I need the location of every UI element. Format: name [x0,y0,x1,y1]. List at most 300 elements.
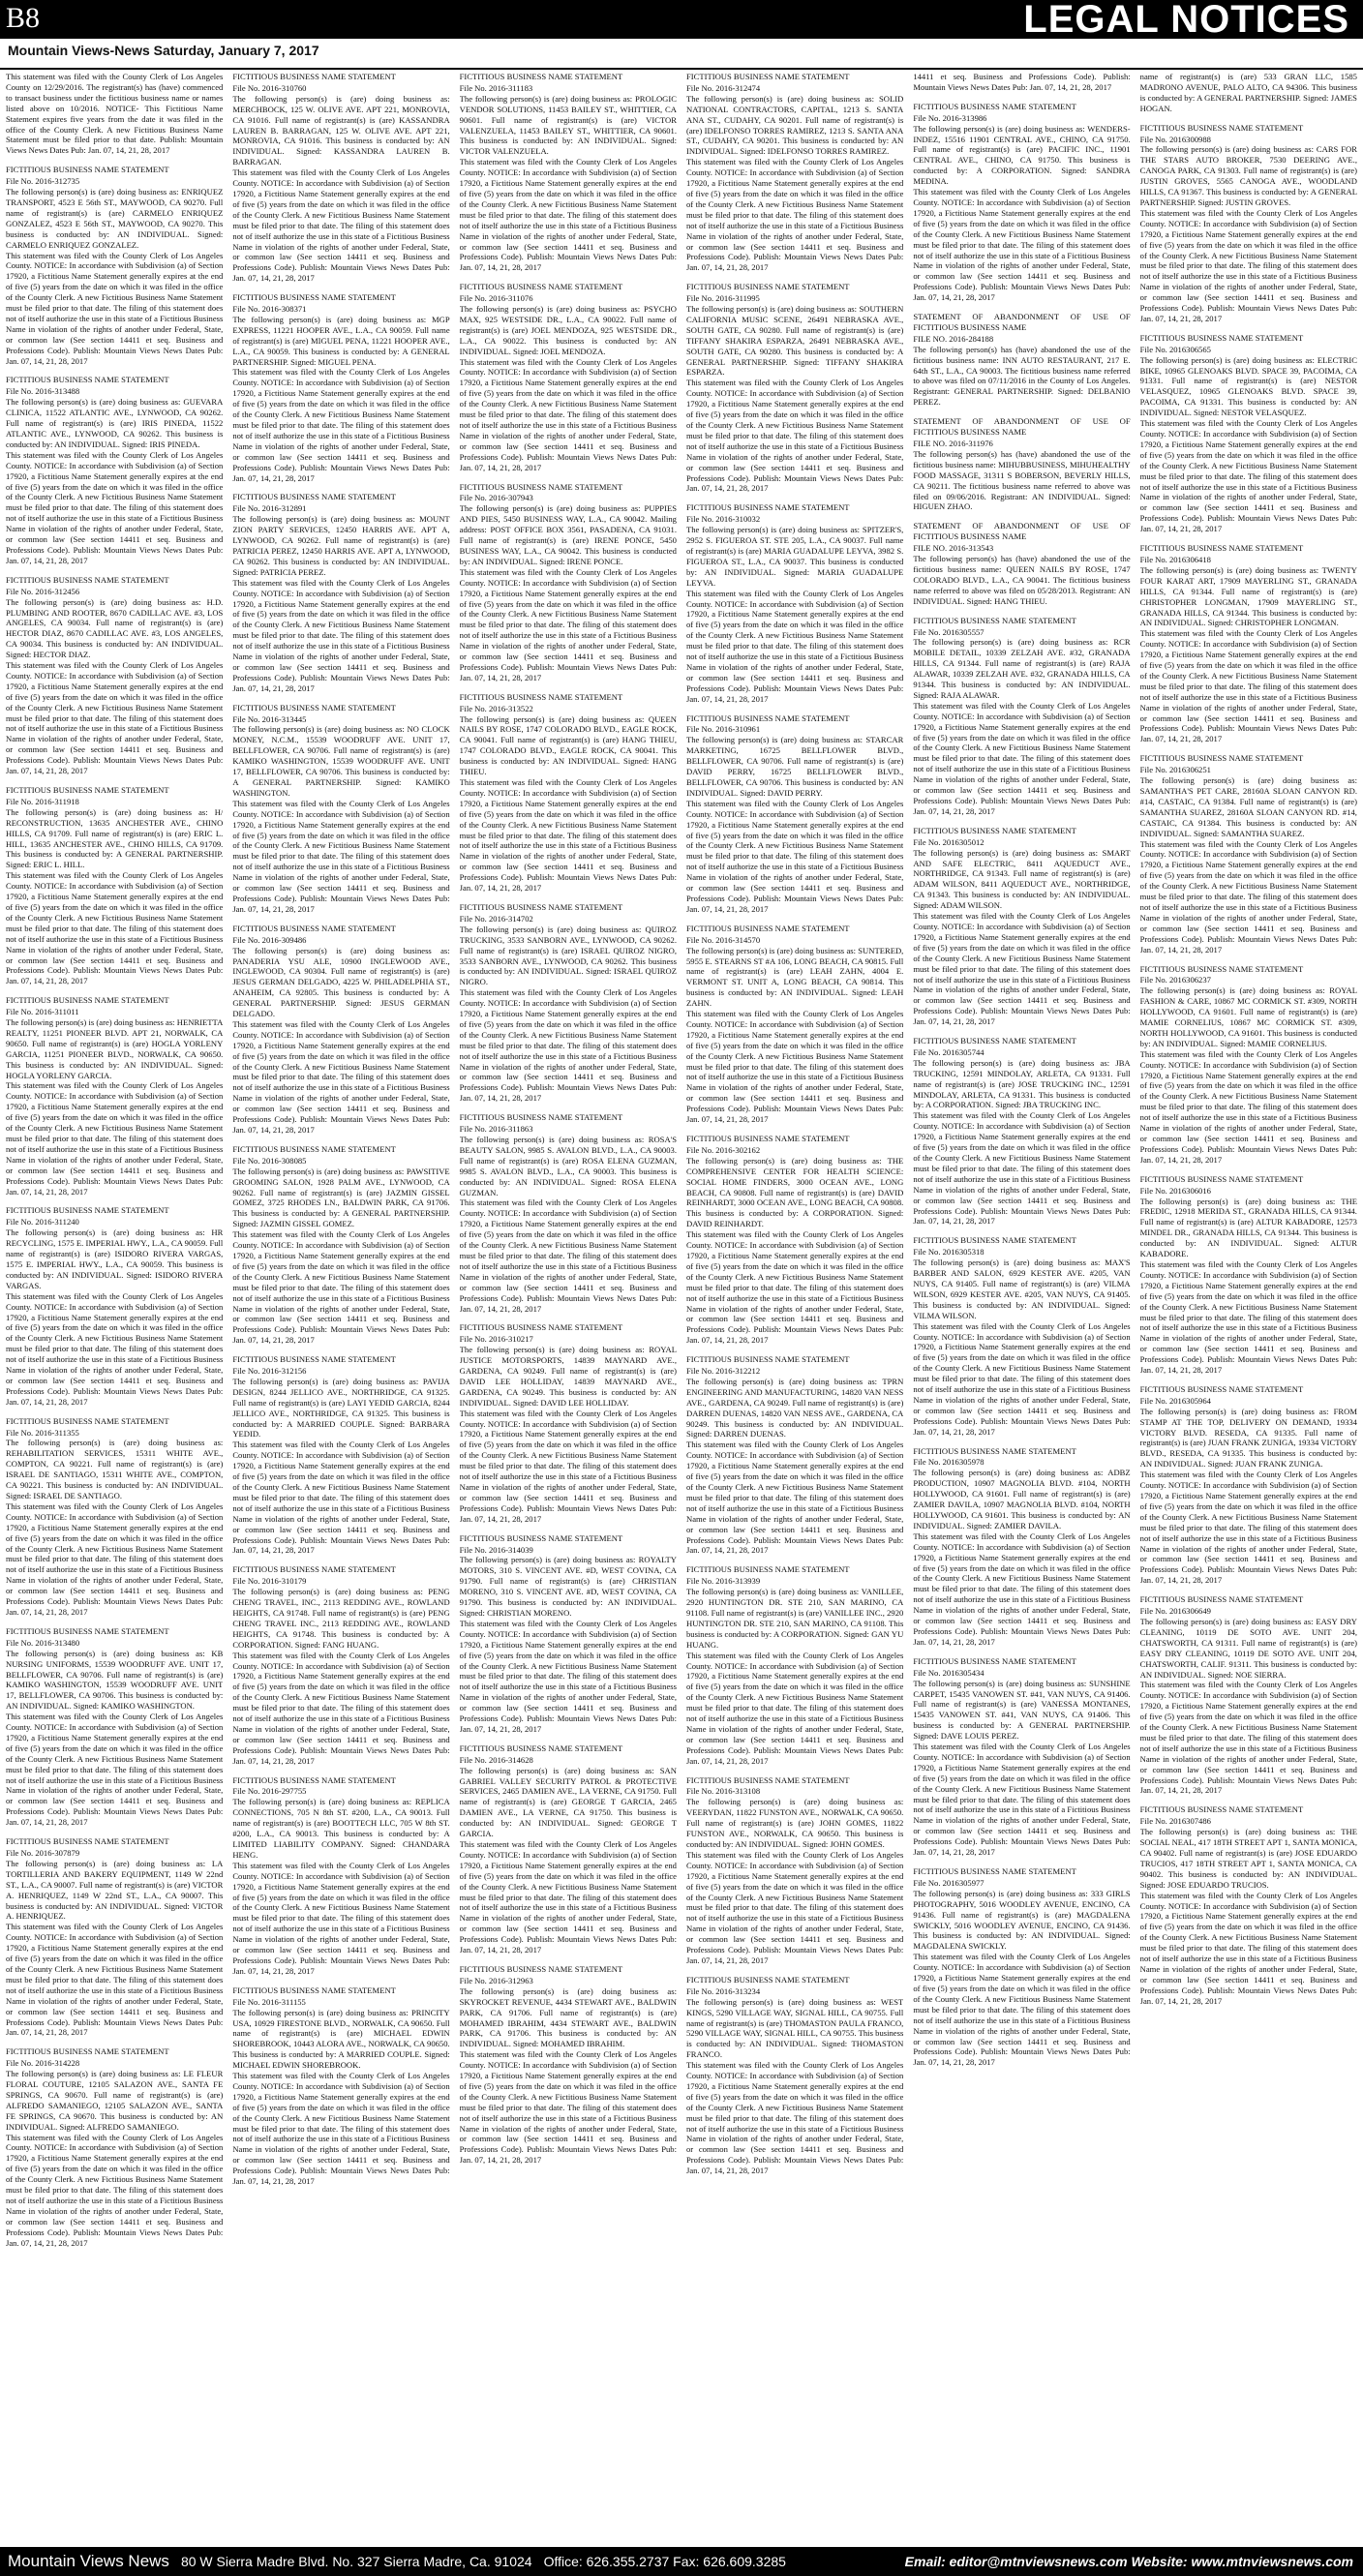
notice-title: FICTITIOUS BUSINESS NAME STATEMENT [6,375,169,385]
notice-body: The following person(s) is (are) doing business as: THE SOCIAL NEAL, 417 18TH STREET APT 1, SANTA MONICA, CA 90402. Full name of registrant(s) is (are) JOSE EDUARDO TRUCIOS, 417 18TH STREET APT 1, SANTA MONICA, CA 90402. This business is conducted by: AN INDIVIDUAL. Signed: JOSE EDUARDO TRUCIOS. [1139,1827,1357,1890]
notice-boilerplate: This statement was filed with the County Clerk of Los Angeles County. NOTICE: In accordance with Subdivision (a) of Section 17920, a Fictitious Name Statement generally expires at the end of five (5) years from the date on which it was filed in the office of the County Clerk. A new Fictitious Business Name Statement must be filed prior to that date. The filing of this statement does not of itself authorize the use in this state of a Fictitious Business Name in violation of the rights of another under Federal, State, or common law (See section 14411 et seq. Business and Professions Code). Publish: Mountain Views News Dates Pub: Jan. 07, 14, 21, 28, 2017 [232,1229,450,1346]
notice-file-number: File No. 2016-311155 [232,1996,306,2007]
notice-title: STATEMENT OF ABANDONMENT OF USE OF FICTITIOUS BUSINESS NAME [913,312,1131,332]
legal-notice [460,902,677,1104]
notice-body: The following person(s) is (are) doing business as: PANADERIA YSU ALE, 10900 INGLEWOOD AVE., INGLEWOOD, CA 90304. Full name of registrant(s) is (are) JESUS GERMAN DELGADO, 4225 W. PHILADELPHIA ST., ANAHEIM, CA 92805. This business is conducted by: A GENERAL PARTNERSHIP. Signed: JESUS GERMAN DELGADO. [232,945,450,1019]
notice-title: FICTITIOUS BUSINESS NAME STATEMENT [6,995,169,1006]
notice-file-number: File No. 2016-308085 [232,1155,307,1166]
notice-body: The following person(s) is (are) doing business as: ADBZ PRODUCTION, 10907 MAGNOLIA BLVD. #104, NORTH HOLLYWOOD, CA 91601. Full name of registrant(s) is (are) ZAMIER DAVILA, 10907 MAGNOLIA BLVD. #104, NORTH HOLLYWOOD, CA 91601. This business is conducted by: AN INDIVIDUAL. Signed: ZAMIER DAVILA. [913,1468,1131,1530]
legal-notice [913,312,1130,408]
notice-title: FICTITIOUS BUSINESS NAME STATEMENT [1139,1804,1304,1815]
notice-file-number: FILE NO. 2016-311976 [913,439,993,448]
notice-body: The following person(s) is (are) doing business as: KB NURSING UNIFORMS, 15539 WOODRUFF AVE. UNIT 17, BELLFLOWER, CA 90706. Full name of registrant(s) is (are) KAMIKO WASHINGTON, 15539 WOODRUFF AVE. UNIT 17, BELLFLOWER, CA 90706. This business is conducted by: AN INDIVIDUAL. Signed: KAMIKO WASHINGTON. [6,1648,224,1712]
notice-boilerplate: This statement was filed with the County Clerk of Los Angeles County. NOTICE: In accordance with Subdivision (a) of Section 17920, a Fictitious Name Statement generally expires at the end of five (5) years from the date on which it was filed in the office of the County Clerk. A new Fictitious Business Name Statement must be filed prior to that date. The filing of this statement does not of itself authorize the use in this state of a Fictitious Business Name in violation of the rights of another under Federal, State, or common law (See section 14411 et seq. Business and Professions Code). Publish: Mountain Views News Dates Pub: Jan. 07, 14, 21, 28, 2017 [1139,418,1357,534]
notice-body: The following person(s) is (are) doing business as: MOUNT ZION PARTY SERVICES, 12450 HARRIS AVE. APT A, LYNWOOD, CA 90262. Full name of registrant(s) is (are) PATRICIA PEREZ, 12450 HARRIS AVE. APT A, LYNWOOD, CA 90262. This business is conducted by: AN INDIVIDUAL. Signed: PATRICIA PEREZ. [232,514,450,577]
notice-file-number: File No. 2016-312456 [6,586,80,596]
legal-notice [1140,333,1357,534]
notice-boilerplate: This statement was filed with the County Clerk of Los Angeles County. NOTICE: In accordance with Subdivision (a) of Section 17920, a Fictitious Name Statement generally expires at the end of five (5) years from the date on which it was filed in the office of the County Clerk. A new Fictitious Business Name Statement must be filed prior to that date. The filing of this statement does not of itself authorize the use in this state of a Fictitious Business Name in violation of the rights of another under Federal, State, or common law (See section 14411 et seq. Business and Professions Code). Publish: Mountain Views News Dates Pub: Jan. 07, 14, 21, 28, 2017 [1139,1258,1357,1376]
notice-boilerplate: This statement was filed with the County Clerk of Los Angeles County. NOTICE: In accordance with Subdivision (a) of Section 17920, a Fictitious Name Statement generally expires at the end of five (5) years from the date on which it was filed in the office of the County Clerk. A new Fictitious Business Name Statement must be filed prior to that date. The filing of this statement does not of itself authorize the use in this state of a Fictitious Business Name in violation of the rights of another under Federal, State, or common law (See section 14411 et seq. Business and Professions Code). Publish: Mountain Views News Dates Pub: Jan. 07, 14, 21, 28, 2017 [459,566,677,682]
notice-title: FICTITIOUS BUSINESS NAME STATEMENT [232,72,396,81]
notice-boilerplate: This statement was filed with the County Clerk of Los Angeles County. NOTICE: In accordance with Subdivision (a) of Section 17920, a Fictitious Name Statement generally expires at the end of five (5) years from the date on which it was filed in the office of the County Clerk. A new Fictitious Business Name Statement must be filed prior to that date. The filing of this statement does not of itself authorize the use in this state of a Fictitious Business Name in violation of the rights of another under Federal, State, or common law (See section 14411 et seq. Business and Professions Code). Publish: Mountain Views News Dates Pub: Jan. 07, 14, 21, 28, 2017 [232,1650,450,1766]
legal-notice [6,1416,223,1618]
notice-body: The following person(s) is (are) doing business as: SMART AND SAFE ELECTRIC, 8411 AQUEDUCT AVE., NORTHRIDGE, CA 91343. Full name of registrant(s) is (are) ADAM WILSON, 8411 AQUEDUCT AVE., NORTHRIDGE, CA 91343. This business is conducted by: AN INDIVIDUAL. Signed: ADAM WILSON. [913,847,1131,911]
notice-file-number: File No. 2016-311918 [6,796,79,806]
notice-body: The following person(s) is (are) doing business as: ELECTRIC BIKE, 10965 GLENOAKS BLVD. SPACE 39, PACOIMA, CA 91331. Full name of registrant(s) is (are) NESTOR VELASQUEZ, 10965 GLENOAKS BLVD. SPACE 39, PACOIMA, CA 91331. This business is conducted by: AN INDIVIDUAL. Signed: NESTOR VELASQUEZ. [1139,354,1357,418]
notice-title: FICTITIOUS BUSINESS NAME STATEMENT [685,502,850,513]
notice-boilerplate: This statement was filed with the County Clerk of Los Angeles County. NOTICE: In accordance with Subdivision (a) of Section 17920, a Fictitious Name Statement generally expires at the end of five (5) years from the date on which it was filed in the office of the County Clerk. A new Fictitious Business Name Statement must be filed prior to that date. The filing of this statement does not of itself authorize the use in this state of a Fictitious Business Name in violation of the rights of another under Federal, State, or common law (See section 14411 et seq. Business and Professions Code). Publish: Mountain Views News Dates Pub: Jan. 07, 14, 21, 28, 2017 [232,2071,450,2187]
notice-boilerplate: This statement was filed with the County Clerk of Los Angeles County. NOTICE: In accordance with Subdivision (a) of Section 17920, a Fictitious Name Statement generally expires at the end of five (5) years from the date on which it was filed in the office of the County Clerk. A new Fictitious Business Name Statement must be filed prior to that date. The filing of this statement does not of itself authorize the use in this state of a Fictitious Business Name in violation of the rights of another under Federal, State, or common law (See section 14411 et seq. Business and Professions Code). Publish: Mountain Views News Dates Pub: Jan. 07, 14, 21, 28, 2017 [685,1009,904,1125]
legal-notice [913,102,1130,303]
notice-boilerplate: This statement was filed with the County Clerk of Los Angeles County. NOTICE: In accordance with Subdivision (a) of Section 17920, a Fictitious Name Statement generally expires at the end of five (5) years from the date on which it was filed in the office of the County Clerk. A new Fictitious Business Name Statement must be filed prior to that date. The filing of this statement does not of itself authorize the use in this state of a Fictitious Business Name in violation of the rights of another under Federal, State, or common law (See section 14411 et seq. Business and Professions Code). Publish: Mountain Views News Dates Pub: Jan. 07, 14, 21, 28, 2017 [1139,1680,1357,1796]
notice-boilerplate: This statement was filed with the County Clerk of Los Angeles County. NOTICE: In accordance with Subdivision (a) of Section 17920, a Fictitious Name Statement generally expires at the end of five (5) years from the date on which it was filed in the office of the County Clerk. A new Fictitious Business Name Statement must be filed prior to that date. The filing of this statement does not of itself authorize the use in this state of a Fictitious Business Name in violation of the rights of another under Federal, State, or common law (See section 14411 et seq. Business and Professions Code). Publish: Mountain Views News Dates Pub: Jan. 07, 14, 21, 28, 2017 [459,2049,677,2166]
legal-notice [6,1205,223,1407]
notice-title: FICTITIOUS BUSINESS NAME STATEMENT [459,1112,623,1123]
notice-boilerplate: This statement was filed with the County Clerk of Los Angeles County. NOTICE: In accordance with Subdivision (a) of Section 17920, a Fictitious Name Statement generally expires at the end of five (5) years from the date on which it was filed in the office of the County Clerk. A new Fictitious Business Name Statement must be filed prior to that date. The filing of this statement does not of itself authorize the use in this state of a Fictitious Business Name in violation of the rights of another under Federal, State, or common law (See section 14411 et seq. Business and Professions Code). Publish: Mountain Views News Dates Pub: Jan. 07, 14, 21, 28, 2017 [913,911,1131,1027]
notice-file-number: File No. 2016306016 [1139,1185,1211,1196]
notice-body: The following person(s) is (are) doing business as: PSYCHO MAX, 925 WESTSIDE DR., L.A., CA 90022. Full name of registrant(s) is (are) JOEL MENDOZA, 925 WESTSIDE DR., L.A., CA 90022. This business is conducted by: AN INDIVIDUAL. Signed: JOEL MENDOZA. [459,304,677,356]
notice-file-number: File No. 2016305977 [913,1877,984,1888]
issue-line: Mountain Views-News Saturday, January 7, 2017 [8,43,319,58]
notice-body: The following person(s) is (are) doing business as: FROM STAMP AT THE TOP, DELIVERY ON DEMAND, 19334 VICTORY BLVD. RESEDA, CA 91335. Full name of registrant(s) is (are) JUAN FRANK ZUNIGA, 19334 VICTORY BLVD., RESEDA, CA 91335. This business is conducted by: AN INDIVIDUAL. Signed: JUAN FRANK ZUNIGA. [1139,1406,1357,1470]
notice-file-number: File No. 2016-310217 [459,1334,533,1345]
notice-file-number: File No. 2016305318 [913,1247,984,1258]
notice-title: FICTITIOUS BUSINESS NAME STATEMENT [6,2046,169,2057]
legal-notice [232,1354,449,1556]
legal-notice [460,1322,677,1524]
notice-boilerplate: This statement was filed with the County Clerk of Los Angeles County. NOTICE: In accordance with Subdivision (a) of Section 17920, a Fictitious Name Statement generally expires at the end of five (5) years from the date on which it was filed in the office of the County Clerk. A new Fictitious Business Name Statement must be filed prior to that date. The filing of this statement does not of itself authorize the use in this state of a Fictitious Business Name in violation of the rights of another under Federal, State, or common law (See section 14411 et seq. Business and Professions Code). Publish: Mountain Views News Dates Pub: Jan. 07, 14, 21, 28, 2017 [913,1320,1131,1437]
notice-boilerplate: This statement was filed with the County Clerk of Los Angeles County. NOTICE: In accordance with Subdivision (a) of Section 17920, a Fictitious Name Statement generally expires at the end of five (5) years from the date on which it was filed in the office of the County Clerk. A new Fictitious Business Name Statement must be filed prior to that date. The filing of this statement does not of itself authorize the use in this state of a Fictitious Business Name in violation of the rights of another under Federal, State, or common law (See section 14411 et seq. Business and Professions Code). Publish: Mountain Views News Dates Pub: Jan. 07, 14, 21, 28, 2017 [685,2060,904,2176]
notice-title: FICTITIOUS BUSINESS NAME STATEMENT [459,901,623,912]
notice-file-number: File No. 2016-310760 [232,82,307,93]
notice-file-number: File No. 2016-311355 [6,1427,79,1438]
legal-notice [460,482,677,683]
notice-column [6,72,223,2542]
legal-notice [1140,1594,1357,1796]
notice-file-number: File No. 2016-313108 [685,1786,761,1797]
notice-title: FICTITIOUS BUSINESS NAME STATEMENT [459,1532,623,1543]
notice-boilerplate: This statement was filed with the County Clerk of Los Angeles County. NOTICE: In accordance with Subdivision (a) of Section 17920, a Fictitious Name Statement generally expires at the end of five (5) years from the date on which it was filed in the office of the County Clerk. A new Fictitious Business Name Statement must be filed prior to that date. The filing of this statement does not of itself authorize the use in this state of a Fictitious Business Name in violation of the rights of another under Federal, State, or common law (See section 14411 et seq. Business and Professions Code). Publish: Mountain Views News Dates Pub: Jan. 07, 14, 21, 28, 2017 [913,1530,1131,1647]
legal-notice [913,1036,1130,1227]
legal-notice [913,616,1130,817]
notice-boilerplate: This statement was filed with the County Clerk of Los Angeles County. NOTICE: In accordance with Subdivision (a) of Section 17920, a Fictitious Name Statement generally expires at the end of five (5) years from the date on which it was filed in the office of the County Clerk. A new Fictitious Business Name Statement must be filed prior to that date. The filing of this statement does not of itself authorize the use in this state of a Fictitious Business Name in violation of the rights of another under Federal, State, or common law (See section 14411 et seq. Business and Professions Code). Publish: Mountain Views News Dates Pub: Jan. 07, 14, 21, 28, 2017 [685,1229,904,1346]
notice-title: FICTITIOUS BUSINESS NAME STATEMENT [232,923,396,933]
notice-boilerplate: This statement was filed with the County Clerk of Los Angeles County. NOTICE: In accordance with Subdivision (a) of Section 17920, a Fictitious Name Statement generally expires at the end of five (5) years from the date on which it was filed in the office of the County Clerk. A new Fictitious Business Name Statement must be filed prior to that date. The filing of this statement does not of itself authorize the use in this state of a Fictitious Business Name in violation of the rights of another under Federal, State, or common law (See section 14411 et seq. Business and Professions Code). Publish: Mountain Views News Dates Pub: Jan. 07, 14, 21, 28, 2017 [913,1110,1131,1227]
notice-boilerplate: This statement was filed with the County Clerk of Los Angeles County. NOTICE: In accordance with Subdivision (a) of Section 17920, a Fictitious Name Statement generally expires at the end of five (5) years from the date on which it was filed in the office of the County Clerk. A new Fictitious Business Name Statement must be filed prior to that date. The filing of this statement does not of itself authorize the use in this state of a Fictitious Business Name in violation of the rights of another under Federal, State, or common law (See section 14411 et seq. Business and Professions Code). Publish: Mountain Views News Dates Pub: Jan. 07, 14, 21, 28, 2017 [6,660,224,776]
notice-title: FICTITIOUS BUSINESS NAME STATEMENT [459,691,623,702]
legal-notice [232,292,449,483]
legal-notice [686,1564,903,1766]
notice-title: FICTITIOUS BUSINESS NAME STATEMENT [1139,122,1304,133]
notice-file-number: File No. 2016305012 [913,836,984,847]
notice-boilerplate: This statement was filed with the County Clerk of Los Angeles County. NOTICE: In accordance with Subdivision (a) of Section 17920, a Fictitious Name Statement generally expires at the end of five (5) years from the date on which it was filed in the office of the County Clerk. A new Fictitious Business Name Statement must be filed prior to that date. The filing of this statement does not of itself authorize the use in this state of a Fictitious Business Name in violation of the rights of another under Federal, State, or common law (See section 14411 et seq. Business and Professions Code). Publish: Mountain Views News Dates Pub: Jan. 07, 14, 21, 28, 2017 [1139,207,1357,323]
notice-body: The following person(s) is (are) doing business as: THE COMPREHENSIVE CENTER FOR HEALTH SCIENCE: SOCIAL HOME FINDERS, 3000 OCEAN AVE., LONG BEACH, CA 90808. Full name of registrant(s) is (are) DAVID REINHARDT, 3000 OCEAN AVE., LONG BEACH, CA 90808. This business is conducted by: A CORPORATION. Signed: DAVID REINHARDT. [685,1155,904,1229]
notice-title: FICTITIOUS BUSINESS NAME STATEMENT [232,1564,396,1575]
notice-title: FICTITIOUS BUSINESS NAME STATEMENT [685,923,850,933]
legal-notice [1140,1174,1357,1376]
notice-body: This statement was filed with the County Clerk of Los Angeles County on 12/29/2016. The registrant(s) has (have) commenced to transact business under the fictitious business name or names listed above on 10/2016. NOTICE- This Fictitious Name Statement expires five years from the date it was filed in the office of the County Clerk. A new Fictitious Business Name Statement must be filed prior to that date. Publish: Mountain Views News Dates Pub: Jan. 07, 14, 21, 28, 2017 [6,72,224,156]
legal-notice [232,72,449,284]
notice-file-number: File No. 2016306565 [1139,344,1211,354]
footer-contact: Office: 626.355.2737 Fax: 626.609.3285 [543,2554,786,2569]
legal-notice [1140,1804,1357,2006]
notice-file-number: File No. 2016-313488 [6,386,80,397]
notice-body: name of registrant(s) is (are) 533 GRAN LLC, 1585 MADRONO AVENUE, PALO ALTO, CA 94306. This business is conducted by: A GENERAL PARTNERSHIP. Signed: JAMES HOGAN. [1139,72,1357,113]
notice-body: The following person(s) is (are) doing business as: SUNSHINE CARPET, 15435 VANOWEN ST. #41, VAN NUYS, CA 91406. Full name of registrant(s) is (are) VANESSA MONTANES, 15435 VANOWEN ST. #41, VAN NUYS, CA 91406. This business is conducted by: A GENERAL PARTNERSHIP. Signed: DAVE LOUIS PEREZ. [913,1678,1131,1742]
notice-file-number: File No. 2016-312156 [232,1366,307,1377]
notice-file-number: FILE NO. 2016-284188 [913,333,994,344]
notice-file-number: File No. 2016-313939 [685,1576,761,1587]
legal-notice [232,924,449,1136]
notice-body: The following person(s) is (are) doing business as: ROYAL JUSTICE MOTORSPORTS, 14839 MAYNARD AVE., GARDENA, CA 90249. Full name of registrant(s) is (are) DAVID LEE HOLLIDAY, 14839 MAYNARD AVE., GARDENA, CA 90249. This business is conducted by: AN INDIVIDUAL. Signed: DAVID LEE HOLLIDAY. [459,1345,677,1408]
legal-notice [686,1975,903,2176]
legal-notice [686,1354,903,1556]
legal-notice [686,713,903,915]
notice-title: FICTITIOUS BUSINESS NAME STATEMENT [232,1774,396,1785]
notice-boilerplate: This statement was filed with the County Clerk of Los Angeles County. NOTICE: In accordance with Subdivision (a) of Section 17920, a Fictitious Name Statement generally expires at the end of five (5) years from the date on which it was filed in the office of the County Clerk. A new Fictitious Business Name Statement must be filed prior to that date. The filing of this statement does not of itself authorize the use in this state of a Fictitious Business Name in violation of the rights of another under Federal, State, or common law (See section 14411 et seq. Business and Professions Code). Publish: Mountain Views News Dates Pub: Jan. 07, 14, 21, 28, 2017 [232,367,450,483]
notice-body: The following person(s) is (are) doing business as: ROSA'S BEAUTY SALON, 9985 S. AVALON BLVD., L.A., CA 90003. Full name of registrant(s) is (are) ROSA ELENA GUZMAN, 9985 S. AVALON BLVD., L.A., CA 90003. This business is conducted by: AN INDIVIDUAL. Signed: ROSA ELENA GUZMAN. [459,1135,677,1197]
notice-title: FICTITIOUS BUSINESS NAME STATEMENT [232,1354,396,1365]
notice-body: The following person(s) is (are) doing business as: GUEVARA CLINICA, 11522 ATLANTIC AVE., LYNWOOD, CA 90262. Full name of registrant(s) is (are) IRIS PINEDA, 11522 ATLANTIC AVE., LYNWOOD, CA 90262. This business is conducted by: AN INDIVIDUAL. Signed: IRIS PINEDA. [6,397,224,449]
legal-notice [460,1533,677,1735]
notice-title: FICTITIOUS BUSINESS NAME STATEMENT [232,1143,396,1154]
notice-body: The following person(s) is (are) doing business as: SUNTERED, 5955 E. STEARNS ST #A 106, LONG BEACH, CA 90815. Full name of registrant(s) is (are) LEAH ZAHN, 4004 E. VERMONT ST. UNIT A, LONG BEACH, CA 90814. This business is conducted by: AN INDIVIDUAL. Signed: LEAH ZAHN. [685,945,904,1009]
notice-file-number: File No. 2016-311183 [459,82,533,93]
legal-notice [913,1446,1130,1648]
notice-file-number: File No. 2016-314228 [6,2058,80,2069]
notice-title: FICTITIOUS BUSINESS NAME STATEMENT [459,1322,623,1333]
notice-file-number: File No. 2016-311863 [459,1124,533,1135]
notice-title: FICTITIOUS BUSINESS NAME STATEMENT [1139,963,1304,974]
notice-boilerplate: This statement was filed with the County Clerk of Los Angeles County. NOTICE: In accordance with Subdivision (a) of Section 17920, a Fictitious Name Statement generally expires at the end of five (5) years from the date on which it was filed in the office of the County Clerk. A new Fictitious Business Name Statement must be filed prior to that date. The filing of this statement does not of itself authorize the use in this state of a Fictitious Business Name in violation of the rights of another under Federal, State, or common law (See section 14411 et seq. Business and Professions Code). Publish: Mountain Views News Dates Pub: Jan. 07, 14, 21, 28, 2017 [685,157,904,273]
notice-body: The following person(s) is (are) doing business as: 333 GIRLS PHOTOGRAPHY, 5016 WOODLEY AVENUE, ENCINO, CA 91436. Full name of registrant(s) is (are) MAGDALENA SWICKLY, 5016 WOODLEY AVENUE, ENCINO, CA 91436. This business is conducted by: AN INDIVIDUAL. Signed: MAGDALENA SWICKLY. [913,1888,1131,1952]
notice-title: FICTITIOUS BUSINESS NAME STATEMENT [913,825,1076,835]
notice-title: STATEMENT OF ABANDONMENT OF USE OF FICTITIOUS BUSINESS NAME [913,416,1131,438]
notice-boilerplate: This statement was filed with the County Clerk of Los Angeles County. NOTICE: In accordance with Subdivision (a) of Section 17920, a Fictitious Name Statement generally expires at the end of five (5) years from the date on which it was filed in the office of the County Clerk. A new Fictitious Business Name Statement must be filed prior to that date. The filing of this statement does not of itself authorize the use in this state of a Fictitious Business Name in violation of the rights of another under Federal, State, or common law (See section 14411 et seq. Business and Professions Code). Publish: Mountain Views News Dates Pub: Jan. 07, 14, 21, 28, 2017 [6,1080,224,1197]
legal-notice [1140,964,1357,1166]
notice-body: The following person(s) is (are) doing business as: SAN GABRIEL VALLEY SECURITY PATROL & PROTECTIVE SERVICES, 2465 DAMIEN AVE., LA VERNE, CA 91750. Full name of registrant(s) is (are) GEORGE T GARCIA, 2465 DAMIEN AVE., LA VERNE, CA 91750. This business is conducted by: AN INDIVIDUAL. Signed: GEORGE T GARCIA. [459,1765,677,1839]
notice-title: FICTITIOUS BUSINESS NAME STATEMENT [913,1036,1076,1046]
legal-notice [460,692,677,894]
notice-body: The following person(s) is (are) doing business as: PRINCITY USA, 10929 FIRESTONE BLVD., NORWALK, CA 90650. Full name of registrant(s) is (are) MICHAEL EDWIN SHOREBROOK, 10443 ALORA AVE., NORWALK, CA 90650. This business is conducted by: A MARRIED COUPLE. Signed: MICHAEL EDWIN SHOREBROOK. [232,2007,450,2071]
legal-notice [6,1836,223,2038]
notice-body: The following person(s) is (are) doing business as: ENRIQUEZ TRANSPORT, 4523 E 56th ST., MAYWOOD, CA 90270. Full name of registrant(s) is (are) CARMELO ENRIQUEZ GONZALEZ, 4523 E 56th ST., MAYWOOD, CA 90270. This business is conducted by: AN INDIVIDUAL. Signed: CARMELO ENRIQUEZ GONZALEZ. [6,187,224,250]
notice-body: The following person(s) is (are) doing business as: THE FREDIC, 12918 MERIDA ST., GRANADA HILLS, CA 91344. Full name of registrant(s) is (are) ALTUR KABADORE, 12573 MINDEL DR., GRANADA HILLS, CA 91344. This business is conducted by: AN INDIVIDUAL. Signed: ALTUR KABADORE. [1139,1196,1357,1259]
notice-file-number: File No. 2016-313522 [459,703,533,713]
notice-file-number: File No. 2016-312963 [459,1975,533,1985]
legal-notice [913,521,1130,606]
notice-title: FICTITIOUS BUSINESS NAME STATEMENT [232,492,396,502]
notice-file-number: File No. 2016306418 [1139,554,1211,564]
notice-body: 14411 et seq. Business and Professions Code). Publish: Mountain Views News Dates Pub: Jan. 07, 14, 21, 28, 2017 [913,72,1131,92]
notice-body: The following person(s) is (are) doing business as: JBA TRUCKING, 12591 MINDOLAY, ARLETA, CA 91331. Full name of registrant(s) is (are) JOSE TRUCKING INC., 12591 MINDOLAY, ARLETA, CA 91331. This business is conducted by: A CORPORATION. Signed: JBA TRUCKING INC. [913,1057,1131,1110]
notice-file-number: File No. 2016-311076 [459,293,533,304]
notice-title: FICTITIOUS BUSINESS NAME STATEMENT [1139,753,1304,764]
notice-title: FICTITIOUS BUSINESS NAME STATEMENT [913,1655,1076,1666]
notice-boilerplate: This statement was filed with the County Clerk of Los Angeles County. NOTICE: In accordance with Subdivision (a) of Section 17920, a Fictitious Name Statement generally expires at the end of five (5) years from the date on which it was filed in the office of the County Clerk. A new Fictitious Business Name Statement must be filed prior to that date. The filing of this statement does not of itself authorize the use in this state of a Fictitious Business Name in violation of the rights of another under Federal, State, or common law (See section 14411 et seq. Business and Professions Code). Publish: Mountain Views News Dates Pub: Jan. 07, 14, 21, 28, 2017 [232,577,450,693]
notice-body: The following person(s) is (are) doing business as: QUIROZ TRUCKING, 3533 SANBORN AVE., LYNWOOD, CA 90262. Full name of registrant(s) is (are) ISRAEL QUIROZ NIGRO, 3533 SANBORN AVE., LYNWOOD, CA 90262. This business is conducted by: AN INDIVIDUAL. Signed: ISRAEL QUIROZ NIGRO. [459,924,677,987]
notice-body: The following person(s) is (are) doing business as: PAVIJA DESIGN, 8244 JELLICO AVE., NORTHRIDGE, CA 91325. Full name of registrant(s) is (are) LAYI YEDID GARCIA, 8244 JELLICO AVE., NORTHRIDGE, CA 91325. This business is conducted by: A MARRIED COUPLE. Signed: BARBARA YEDID. [232,1376,450,1440]
notice-boilerplate: This statement was filed with the County Clerk of Los Angeles County. NOTICE: In accordance with Subdivision (a) of Section 17920, a Fictitious Name Statement generally expires at the end of five (5) years from the date on which it was filed in the office of the County Clerk. A new Fictitious Business Name Statement must be filed prior to that date. The filing of this statement does not of itself authorize the use in this state of a Fictitious Business Name in violation of the rights of another under Federal, State, or common law (See section 14411 et seq. Business and Professions Code). Publish: Mountain Views News Dates Pub: Jan. 07, 14, 21, 28, 2017 [913,187,1131,303]
notice-title: FICTITIOUS BUSINESS NAME STATEMENT [685,1134,850,1143]
notice-file-number: File No. 2016-313234 [685,1985,761,1996]
legal-notice [686,72,903,273]
notice-title: STATEMENT OF ABANDONMENT OF USE OF FICTITIOUS BUSINESS NAME [913,521,1131,542]
footer-email-web: Email: editor@mtnviewsnews.com Website: www.mtnviewsnews.com [904,2554,1353,2569]
notice-boilerplate: This statement was filed with the County Clerk of Los Angeles County. NOTICE: In accordance with Subdivision (a) of Section 17920, a Fictitious Name Statement generally expires at the end of five (5) years from the date on which it was filed in the office of the County Clerk. A new Fictitious Business Name Statement must be filed prior to that date. The filing of this statement does not of itself authorize the use in this state of a Fictitious Business Name in violation of the rights of another under Federal, State, or common law (See section 14411 et seq. Business and Professions Code). Publish: Mountain Views News Dates Pub: Jan. 07, 14, 21, 28, 2017 [913,1952,1131,2068]
legal-notice [1140,123,1357,324]
notice-file-number: File No. 2016-312735 [6,176,80,187]
legal-notice [6,165,223,366]
notice-file-number: File No. 2016-313986 [913,112,987,123]
notice-body: The following person(s) is (are) doing business as: SOUTHERN CALIFORNIA MUSIC SCENE, 26491 NEBRASKA AVE., SOUTH GATE, CA 90280. Full name of registrant(s) is (are) TIFFANY SHAKIRA ESPARZA, 26491 NEBRASKA AVE., SOUTH GATE, CA 90280. This business is conducted by: A GENERAL PARTNERSHIP. Signed: TIFFANY SHAKIRA ESPARZA. [685,304,904,378]
notice-boilerplate: This statement was filed with the County Clerk of Los Angeles County. NOTICE: In accordance with Subdivision (a) of Section 17920, a Fictitious Name Statement generally expires at the end of five (5) years from the date on which it was filed in the office of the County Clerk. A new Fictitious Business Name Statement must be filed prior to that date. The filing of this statement does not of itself authorize the use in this state of a Fictitious Business Name in violation of the rights of another under Federal, State, or common law (See section 14411 et seq. Business and Professions Code). Publish: Mountain Views News Dates Pub: Jan. 07, 14, 21, 28, 2017 [232,167,450,284]
notice-file-number: FILE NO. 2016-313543 [913,543,994,554]
notice-body: The following person(s) is (are) doing business as: MERCHBOCK, 125 W. OLIVE AVE. APT 221, MONROVIA, CA 91016. Full name of registrant(s) is (are) KASSANDRA LAUREN B. BARRAGAN, 125 W. OLIVE AVE. APT 221, MONROVIA, CA 91016. This business is conducted by: AN INDIVIDUAL. Signed: KASSANDRA LAUREN B. BARRAGAN. [232,93,450,167]
notice-body: The following person(s) is (are) doing business as: RCR MOBILE DETAIL, 10339 ZELZAH AVE. #32, GRANADA HILLS, CA 91344. Full name of registrant(s) is (are) RAJA ALAWAR, 10339 ZELZAH AVE. #32, GRANADA HILLS, CA 91344. This business is conducted by: AN INDIVIDUAL. Signed: RAJA ALAWAR. [913,637,1131,700]
notice-boilerplate: This statement was filed with the County Clerk of Los Angeles County. NOTICE: In accordance with Subdivision (a) of Section 17920, a Fictitious Name Statement generally expires at the end of five (5) years from the date on which it was filed in the office of the County Clerk. A new Fictitious Business Name Statement must be filed prior to that date. The filing of this statement does not of itself authorize the use in this state of a Fictitious Business Name in violation of the rights of another under Federal, State, or common law (See section 14411 et seq. Business and Professions Code). Publish: Mountain Views News Dates Pub: Jan. 07, 14, 21, 28, 2017 [685,588,904,704]
notice-file-number: File No. 2016-311011 [6,1007,79,1017]
notice-body: The following person(s) is (are) doing business as: QUEEN NAILS BY ROSE, 1747 COLORADO BLVD., EAGLE ROCK, CA 90041. Full name of registrant(s) is (are) HANG THIEU, 1747 COLORADO BLVD., EAGLE ROCK, CA 90041. This business is conducted by: AN INDIVIDUAL. Signed: HANG THIEU. [459,713,677,777]
notice-body: The following person(s) is (are) doing business as: LE FLEUR FLORAL COUTURE, 12105 SALAZON AVE., SANTA FE SPRINGS, CA 90670. Full name of registrant(s) is (are) ALFREDO SAMANIEGO, 12105 SALAZON AVE., SANTA FE SPRINGS, CA 90670. This business is conducted by: AN INDIVIDUAL. Signed: ALFREDO SAMANIEGO. [6,2069,224,2132]
notice-boilerplate: This statement was filed with the County Clerk of Los Angeles County. NOTICE: In accordance with Subdivision (a) of Section 17920, a Fictitious Name Statement generally expires at the end of five (5) years from the date on which it was filed in the office of the County Clerk. A new Fictitious Business Name Statement must be filed prior to that date. The filing of this statement does not of itself authorize the use in this state of a Fictitious Business Name in violation of the rights of another under Federal, State, or common law (See section 14411 et seq. Business and Professions Code). Publish: Mountain Views News Dates Pub: Jan. 07, 14, 21, 28, 2017 [1139,628,1357,744]
notice-body: The following person(s) is (are) doing business as: STARCAR MARKETING, 16725 BELLFLOWER BLVD., BELLFLOWER, CA 90706. Full name of registrant(s) is (are) DAVID PERRY, 16725 BELLFLOWER BLVD., BELLFLOWER, CA 90706. This business is conducted by: AN INDIVIDUAL. Signed: DAVID PERRY. [685,735,904,798]
notice-boilerplate: This statement was filed with the County Clerk of Los Angeles County. NOTICE: In accordance with Subdivision (a) of Section 17920, a Fictitious Name Statement generally expires at the end of five (5) years from the date on which it was filed in the office of the County Clerk. A new Fictitious Business Name Statement must be filed prior to that date. The filing of this statement does not of itself authorize the use in this state of a Fictitious Business Name in violation of the rights of another under Federal, State, or common law (See section 14411 et seq. Business and Professions Code). Publish: Mountain Views News Dates Pub: Jan. 07, 14, 21, 28, 2017 [232,1018,450,1135]
notice-body: The following person(s) is (are) doing business as: REPLICA CONNECTIONS, 705 N 8th ST. #200, L.A., CA 90013. Full name of registrant(s) is (are) BOOTTECH LLC, 705 W 8th ST. #200, L.A., CA 90013. This business is conducted by: A LIMITED LIABILITY COMPANY. Signed: CHANDARA HENG. [232,1797,450,1860]
notice-boilerplate: This statement was filed with the County Clerk of Los Angeles County. NOTICE: In accordance with Subdivision (a) of Section 17920, a Fictitious Name Statement generally expires at the end of five (5) years from the date on which it was filed in the office of the County Clerk. A new Fictitious Business Name Statement must be filed prior to that date. The filing of this statement does not of itself authorize the use in this state of a Fictitious Business Name in violation of the rights of another under Federal, State, or common law (See section 14411 et seq. Business and Professions Code). Publish: Mountain Views News Dates Pub: Jan. 07, 14, 21, 28, 2017 [685,1849,904,1965]
notice-boilerplate: This statement was filed with the County Clerk of Los Angeles County. NOTICE: In accordance with Subdivision (a) of Section 17920, a Fictitious Name Statement generally expires at the end of five (5) years from the date on which it was filed in the office of the County Clerk. A new Fictitious Business Name Statement must be filed prior to that date. The filing of this statement does not of itself authorize the use in this state of a Fictitious Business Name in violation of the rights of another under Federal, State, or common law (See section 14411 et seq. Business and Professions Code). Publish: Mountain Views News Dates Pub: Jan. 07, 14, 21, 28, 2017 [459,356,677,472]
legal-notice [232,1144,449,1346]
notice-boilerplate: This statement was filed with the County Clerk of Los Angeles County. NOTICE: In accordance with Subdivision (a) of Section 17920, a Fictitious Name Statement generally expires at the end of five (5) years from the date on which it was filed in the office of the County Clerk. A new Fictitious Business Name Statement must be filed prior to that date. The filing of this statement does not of itself authorize the use in this state of a Fictitious Business Name in violation of the rights of another under Federal, State, or common law (See section 14411 et seq. Business and Professions Code). Publish: Mountain Views News Dates Pub: Jan. 07, 14, 21, 28, 2017 [1139,1470,1357,1586]
notice-boilerplate: This statement was filed with the County Clerk of Los Angeles County. NOTICE: In accordance with Subdivision (a) of Section 17920, a Fictitious Name Statement generally expires at the end of five (5) years from the date on which it was filed in the office of the County Clerk. A new Fictitious Business Name Statement must be filed prior to that date. The filing of this statement does not of itself authorize the use in this state of a Fictitious Business Name in violation of the rights of another under Federal, State, or common law (See section 14411 et seq. Business and Professions Code). Publish: Mountain Views News Dates Pub: Jan. 07, 14, 21, 28, 2017 [6,1922,224,2038]
legal-notice [913,1656,1130,1858]
notice-file-number: File No. 2016-307943 [459,493,533,503]
notice-column [686,72,903,2542]
notice-file-number: File No. 2016305978 [913,1457,984,1468]
legal-notice [1140,1384,1357,1586]
notice-title: FICTITIOUS BUSINESS NAME STATEMENT [232,1985,396,1995]
notice-body: The following person(s) is (are) doing business as: VANILLEE, 2920 HUNTINGTON DR. STE 210, SAN MARINO, CA 91108. Full name of registrant(s) is (are) VANILLEE INC., 2920 HUNTINGTON DR. STE 210, SAN MARINO, CA 91108. This business is conducted by: A CORPORATION. Signed: GAN YU HUANG. [685,1587,904,1650]
notice-file-number: File No. 2016305434 [913,1667,984,1678]
legal-notice [460,282,677,472]
notice-boilerplate: This statement was filed with the County Clerk of Los Angeles County. NOTICE: In accordance with Subdivision (a) of Section 17920, a Fictitious Name Statement generally expires at the end of five (5) years from the date on which it was filed in the office of the County Clerk. A new Fictitious Business Name Statement must be filed prior to that date. The filing of this statement does not of itself authorize the use in this state of a Fictitious Business Name in violation of the rights of another under Federal, State, or common law (See section 14411 et seq. Business and Professions Code). Publish: Mountain Views News Dates Pub: Jan. 07, 14, 21, 28, 2017 [459,777,677,894]
notice-body: The following person(s) is (are) doing business as: SKYROCKET REVENUE, 4434 STEWART AVE., BALDWIN PARK, CA 91706. Full name of registrant(s) is (are) MOHAMED IBRAHIM, 4434 STEWART AVE., BALDWIN PARK, CA 91706. This business is conducted by: AN INDIVIDUAL. Signed: MOHAMED IBRAHIM. [459,1985,677,2049]
legal-notice [686,1134,903,1346]
notice-title: FICTITIOUS BUSINESS NAME STATEMENT [6,1836,169,1847]
notice-body: The following person(s) is (are) doing business as: WEST KINGS, 5290 VILLAGE WAY, SIGNAL HILL, CA 90755. Full name of registrant(s) is (are) THOMASTON PAULA FRANCO, 5290 VILLAGE WAY, SIGNAL HILL, CA 90755. This business is conducted by: AN INDIVIDUAL. Signed: THOMASTON FRANCO. [685,1996,904,2060]
notice-file-number: File No. 2016305557 [913,626,984,637]
legal-notice [1140,72,1357,114]
legal-notice [232,1985,449,2187]
page-number: B8 [6,2,41,34]
notice-boilerplate: This statement was filed with the County Clerk of Los Angeles County. NOTICE: In accordance with Subdivision (a) of Section 17920, a Fictitious Name Statement generally expires at the end of five (5) years from the date on which it was filed in the office of the County Clerk. A new Fictitious Business Name Statement must be filed prior to that date. The filing of this statement does not of itself authorize the use in this state of a Fictitious Business Name in violation of the rights of another under Federal, State, or common law (See section 14411 et seq. Business and Professions Code). Publish: Mountain Views News Dates Pub: Jan. 07, 14, 21, 28, 2017 [459,987,677,1104]
notice-title: FICTITIOUS BUSINESS NAME STATEMENT [232,702,396,712]
notice-body: The following person(s) is (are) doing business as: VEERYDAN, 11822 FUNSTON AVE., NORWALK, CA 90650. Full name of registrant(s) is (are) JOHN GOMES, 11822 FUNSTON AVE., NORWALK, CA 90650. This business is conducted by: AN INDIVIDUAL. Signed: JOHN GOMES. [685,1797,904,1849]
notice-file-number: File No. 2016-312212 [685,1366,761,1377]
notice-file-number: File No. 2016-310961 [685,724,761,735]
legal-notice [6,1626,223,1828]
legal-notice [913,826,1130,1027]
notice-boilerplate: This statement was filed with the County Clerk of Los Angeles County. NOTICE: In accordance with Subdivision (a) of Section 17920, a Fictitious Name Statement generally expires at the end of five (5) years from the date on which it was filed in the office of the County Clerk. A new Fictitious Business Name Statement must be filed prior to that date. The filing of this statement does not of itself authorize the use in this state of a Fictitious Business Name in violation of the rights of another under Federal, State, or common law (See section 14411 et seq. Business and Professions Code). Publish: Mountain Views News Dates Pub: Jan. 07, 14, 21, 28, 2017 [6,250,224,366]
notice-boilerplate: This statement was filed with the County Clerk of Los Angeles County. NOTICE: In accordance with Subdivision (a) of Section 17920, a Fictitious Name Statement generally expires at the end of five (5) years from the date on which it was filed in the office of the County Clerk. A new Fictitious Business Name Statement must be filed prior to that date. The filing of this statement does not of itself authorize the use in this state of a Fictitious Business Name in violation of the rights of another under Federal, State, or common law (See section 14411 et seq. Business and Professions Code). Publish: Mountain Views News Dates Pub: Jan. 07, 14, 21, 28, 2017 [6,1500,224,1617]
notice-column [1140,72,1357,2542]
notice-title: FICTITIOUS BUSINESS NAME STATEMENT [1139,1173,1304,1184]
notice-body: The following person(s) is (are) doing business as: ROYAL FASHION & CARE, 10867 MC CORMICK ST. #309, NORTH HOLLYWOOD, CA 91601. Full name of registrant(s) is (are) MAMIE CORNELIUS, 10867 MC CORMICK ST. #309, NORTH HOLLYWOOD, CA 91601. This business is conducted by: AN INDIVIDUAL. Signed: MAMIE CORNELIUS. [1139,985,1357,1048]
notice-title: FICTITIOUS BUSINESS NAME STATEMENT [685,712,850,723]
notice-body: The following person(s) is (are) doing business as: EASY DRY CLEANING, 10119 DE SOTO AVE. UNIT 204, CHATSWORTH, CA 91311. Full name of registrant(s) is (are) EASY DRY CLEANING, 10119 DE SOTO AVE. UNIT 204, CHATSWORTH, CALIF. 91311. This business is conducted by: AN INDIVIDUAL. Signed: NOE SIERRA. [1139,1616,1357,1680]
notice-body: The following person(s) has (have) abandoned the use of the fictitious business name: QUEEN NAILS BY ROSE, 1747 COLORADO BLVD., L.A., CA 90041. The fictitious business name referred to above was filed on 05/28/2013. Registrant: AN INDIVIDUAL. Signed: HANG THIEU. [913,554,1131,606]
legal-notice [686,1775,903,1966]
notice-title: FICTITIOUS BUSINESS NAME STATEMENT [6,1205,169,1216]
notice-title: FICTITIOUS BUSINESS NAME STATEMENT [685,1774,850,1785]
notice-title: FICTITIOUS BUSINESS NAME STATEMENT [1139,543,1304,554]
notice-body: The following person(s) is (are) doing business as: H.D. PLUMBING AND ROOTER, 8670 CADILLAC AVE. #3, LOS ANGELES, CA 90034. Full name of registrant(s) is (are) HECTOR DIAZ, 8670 CADILLAC AVE. #3, LOS ANGELES, CA 90034. This business is conducted by: AN INDIVIDUAL. Signed: HECTOR DIAZ. [6,596,224,660]
notice-title: FICTITIOUS BUSINESS NAME STATEMENT [1139,1594,1304,1605]
legal-notice [686,502,903,704]
notice-file-number: File No. 2016306649 [1139,1606,1211,1617]
legal-notice [232,703,449,915]
notice-title: FICTITIOUS BUSINESS NAME STATEMENT [913,1235,1076,1246]
notice-file-number: File No. 2016-310179 [232,1576,307,1587]
notice-body: The following person(s) is (are) doing business as: WENDERS-INDEZ, 15516 11901 CENTRAL AVE., CHINO, CA 91750. Full name of registrant(s) is (are) PACIFIC INC., 11901 CENTRAL AVE., CHINO, CA 91750. This business is conducted by: A CORPORATION. Signed: SANDRA MEDINA. [913,123,1131,187]
notice-file-number: File No. 2016-297755 [232,1786,307,1797]
legal-notice [913,416,1130,512]
notice-file-number: File No. 2016-311995 [685,293,760,304]
notice-boilerplate: This statement was filed with the County Clerk of Los Angeles County. NOTICE: In accordance with Subdivision (a) of Section 17920, a Fictitious Name Statement generally expires at the end of five (5) years from the date on which it was filed in the office of the County Clerk. A new Fictitious Business Name Statement must be filed prior to that date. The filing of this statement does not of itself authorize the use in this state of a Fictitious Business Name in violation of the rights of another under Federal, State, or common law (See section 14411 et seq. Business and Professions Code). Publish: Mountain Views News Dates Pub: Jan. 07, 14, 21, 28, 2017 [1139,838,1357,955]
notice-title: FICTITIOUS BUSINESS NAME STATEMENT [459,1963,623,1974]
legal-notice [232,1775,449,1977]
notice-boilerplate: This statement was filed with the County Clerk of Los Angeles County. NOTICE: In accordance with Subdivision (a) of Section 17920, a Fictitious Name Statement generally expires at the end of five (5) years from the date on which it was filed in the office of the County Clerk. A new Fictitious Business Name Statement must be filed prior to that date. The filing of this statement does not of itself authorize the use in this state of a Fictitious Business Name in violation of the rights of another under Federal, State, or common law (See section 14411 et seq. Business and Professions Code). Publish: Mountain Views News Dates Pub: Jan. 07, 14, 21, 28, 2017 [6,870,224,986]
legal-notice [1140,543,1357,744]
notice-column [913,72,1130,2542]
notice-body: The following person(s) is (are) doing business as: PENG CHENG TRAVEL, INC., 2113 REDDING AVE., ROWLAND HEIGHTS, CA 91748. Full name of registrant(s) is (are) PENG CHENG TRAVEL INC., 2113 REDDING AVE., ROWLAND HEIGHTS, CA 91748. This business is conducted by: A CORPORATION. Signed: FANG HUANG. [232,1587,450,1650]
legal-notice [913,72,1130,93]
notice-file-number: File No. 2016-313480 [6,1637,80,1648]
notice-body: The following person(s) is (are) doing business as: SPITZER'S, 2952 S. FIGUEROA ST. STE 205, L.A., CA 90037. Full name of registrant(s) is (are) MARIA GUADALUPE LEYVA, 3982 S. FIGUEROA ST., L.A., CA 90037. This business is conducted by: AN INDIVIDUAL. Signed: MARIA GUADALUPE LEYVA. [685,525,904,588]
notice-column [460,72,677,2542]
notice-title: FICTITIOUS BUSINESS NAME STATEMENT [459,72,623,81]
notice-title: FICTITIOUS BUSINESS NAME STATEMENT [459,282,623,292]
notice-file-number: File No. 2016306251 [1139,765,1211,775]
notice-boilerplate: This statement was filed with the County Clerk of Los Angeles County. NOTICE: In accordance with Subdivision (a) of Section 17920, a Fictitious Name Statement generally expires at the end of five (5) years from the date on which it was filed in the office of the County Clerk. A new Fictitious Business Name Statement must be filed prior to that date. The filing of this statement does not of itself authorize the use in this state of a Fictitious Business Name in violation of the rights of another under Federal, State, or common law (See section 14411 et seq. Business and Professions Code). Publish: Mountain Views News Dates Pub: Jan. 07, 14, 21, 28, 2017 [459,1839,677,1955]
legal-notice [460,72,677,273]
notice-boilerplate: This statement was filed with the County Clerk of Los Angeles County. NOTICE: In accordance with Subdivision (a) of Section 17920, a Fictitious Name Statement generally expires at the end of five (5) years from the date on which it was filed in the office of the County Clerk. A new Fictitious Business Name Statement must be filed prior to that date. The filing of this statement does not of itself authorize the use in this state of a Fictitious Business Name in violation of the rights of another under Federal, State, or common law (See section 14411 et seq. Business and Professions Code). Publish: Mountain Views News Dates Pub: Jan. 07, 14, 21, 28, 2017 [1139,1048,1357,1165]
notice-body: The following person(s) is (are) doing business as: MAX'S BARBER AND SALON, 6929 KESTER AVE. #205, VAN NUYS, CA 91405. Full name of registrant(s) is (are) VILMA WILSON, 6929 KESTER AVE. #205, VAN NUYS, CA 91405. This business is conducted by: AN INDIVIDUAL. Signed: VILMA WILSON. [913,1258,1131,1320]
notice-columns [6,72,1357,2542]
notice-boilerplate: This statement was filed with the County Clerk of Los Angeles County. NOTICE: In accordance with Subdivision (a) of Section 17920, a Fictitious Name Statement generally expires at the end of five (5) years from the date on which it was filed in the office of the County Clerk. A new Fictitious Business Name Statement must be filed prior to that date. The filing of this statement does not of itself authorize the use in this state of a Fictitious Business Name in violation of the rights of another under Federal, State, or common law (See section 14411 et seq. Business and Professions Code). Publish: Mountain Views News Dates Pub: Jan. 07, 14, 21, 28, 2017 [232,798,450,914]
notice-file-number: File No. 2016-314039 [459,1544,533,1555]
notice-column [232,72,449,2542]
notice-body: The following person(s) is (are) doing business as: HENRIETTA REALTY, 11251 PIONEER BLVD. APT 21, NORWALK, CA 90650. Full name of registrant(s) is (are) HOGLA YORLENY GARCIA, 11251 PIONEER BLVD., NORWALK, CA 90650. This business is conducted by: AN INDIVIDUAL. Signed: HOGLA YORLENY GARCIA. [6,1017,224,1080]
notice-title: FICTITIOUS BUSINESS NAME STATEMENT [685,1974,850,1985]
notice-title: FICTITIOUS BUSINESS NAME STATEMENT [6,785,169,795]
notice-body: The following person(s) is (are) doing business as: MGP EXPRESS, 11221 HOOPER AVE., L.A., CA 90059. Full name of registrant(s) is (are) MIGUEL PENA, 11221 HOOPER AVE., L.A., CA 90059. This business is conducted by: A GENERAL PARTNERSHIP. Signed: MIGUEL PENA. [232,314,450,367]
legal-notice [913,1235,1130,1437]
notice-body: The following person(s) is (are) doing business as: PROLOGIC VENDOR SOLUTIONS, 11453 BAILEY ST., WHITTIER, CA 90601. Full name of registrant(s) is (are) VICTOR VALENZUELA, 11453 BAILEY ST., WHITTIER, CA 90601. This business is conducted by: AN INDIVIDUAL. Signed: VICTOR VALENZUELA. [459,93,677,157]
legal-notice [460,1964,677,2166]
notice-title: FICTITIOUS BUSINESS NAME STATEMENT [913,1445,1076,1456]
notice-boilerplate: This statement was filed with the County Clerk of Los Angeles County. NOTICE: In accordance with Subdivision (a) of Section 17920, a Fictitious Name Statement generally expires at the end of five (5) years from the date on which it was filed in the office of the County Clerk. A new Fictitious Business Name Statement must be filed prior to that date. The filing of this statement does not of itself authorize the use in this state of a Fictitious Business Name in violation of the rights of another under Federal, State, or common law (See section 14411 et seq. Business and Professions Code). Publish: Mountain Views News Dates Pub: Jan. 07, 14, 21, 28, 2017 [685,798,904,914]
footer-publication: Mountain Views News [8,2552,169,2570]
notice-file-number: File No. 2016-307879 [6,1848,80,1858]
notice-file-number: File No. 2016-309486 [232,934,307,945]
notice-file-number: File No. 2016-311240 [6,1217,79,1227]
legal-notice [6,785,223,986]
notice-file-number: File No. 2016-312891 [232,503,307,514]
section-title: LEGAL NOTICES [1023,0,1349,41]
notice-boilerplate: This statement was filed with the County Clerk of Los Angeles County. NOTICE: In accordance with Subdivision (a) of Section 17920, a Fictitious Name Statement generally expires at the end of five (5) years from the date on which it was filed in the office of the County Clerk. A new Fictitious Business Name Statement must be filed prior to that date. The filing of this statement does not of itself authorize the use in this state of a Fictitious Business Name in violation of the rights of another under Federal, State, or common law (See section 14411 et seq. Business and Professions Code). Publish: Mountain Views News Dates Pub: Jan. 07, 14, 21, 28, 2017 [685,1440,904,1556]
legal-notice [232,492,449,693]
notice-title: FICTITIOUS BUSINESS NAME STATEMENT [685,1564,850,1575]
notice-boilerplate: This statement was filed with the County Clerk of Los Angeles County. NOTICE: In accordance with Subdivision (a) of Section 17920, a Fictitious Name Statement generally expires at the end of five (5) years from the date on which it was filed in the office of the County Clerk. A new Fictitious Business Name Statement must be filed prior to that date. The filing of this statement does not of itself authorize the use in this state of a Fictitious Business Name in violation of the rights of another under Federal, State, or common law (See section 14411 et seq. Business and Professions Code). Publish: Mountain Views News Dates Pub: Jan. 07, 14, 21, 28, 2017 [459,157,677,273]
notice-body: The following person(s) is (are) doing business as: HR RECYCLING, 1575 E. IMPERIAL HWY., L.A., CA 90059. Full name of registrant(s) is (are) ISIDORO RIVERA VARGAS, 1575 E. IMPERIAL HWY., L.A., CA 90059. This business is conducted by: AN INDIVIDUAL. Signed: ISIDORO RIVERA VARGAS. [6,1227,224,1290]
notice-body: The following person(s) has (have) abandoned the use of the fictitious business name: MIHUBBUSINESS, MIHUHEALTHY FOOD MASSAGE, 31311 S BOBERSON, BEVERLY HILLS, CA 90211. The fictitious business name referred to above was filed on 09/06/2016. Registrant: AN INDIVIDUAL. Signed: HIGUEN ZHAO. [913,448,1131,512]
notice-boilerplate: This statement was filed with the County Clerk of Los Angeles County. NOTICE: In accordance with Subdivision (a) of Section 17920, a Fictitious Name Statement generally expires at the end of five (5) years from the date on which it was filed in the office of the County Clerk. A new Fictitious Business Name Statement must be filed prior to that date. The filing of this statement does not of itself authorize the use in this state of a Fictitious Business Name in violation of the rights of another under Federal, State, or common law (See section 14411 et seq. Business and Professions Code). Publish: Mountain Views News Dates Pub: Jan. 07, 14, 21, 28, 2017 [232,1860,450,1976]
notice-boilerplate: This statement was filed with the County Clerk of Los Angeles County. NOTICE: In accordance with Subdivision (a) of Section 17920, a Fictitious Name Statement generally expires at the end of five (5) years from the date on which it was filed in the office of the County Clerk. A new Fictitious Business Name Statement must be filed prior to that date. The filing of this statement does not of itself authorize the use in this state of a Fictitious Business Name in violation of the rights of another under Federal, State, or common law (See section 14411 et seq. Business and Professions Code). Publish: Mountain Views News Dates Pub: Jan. 07, 14, 21, 28, 2017 [6,1712,224,1828]
notice-title: FICTITIOUS BUSINESS NAME STATEMENT [913,101,1076,111]
notice-file-number: File No. 2016-314570 [685,934,761,945]
notice-boilerplate: This statement was filed with the County Clerk of Los Angeles County. NOTICE: In accordance with Subdivision (a) of Section 17920, a Fictitious Name Statement generally expires at the end of five (5) years from the date on which it was filed in the office of the County Clerk. A new Fictitious Business Name Statement must be filed prior to that date. The filing of this statement does not of itself authorize the use in this state of a Fictitious Business Name in violation of the rights of another under Federal, State, or common law (See section 14411 et seq. Business and Professions Code). Publish: Mountain Views News Dates Pub: Jan. 07, 14, 21, 28, 2017 [6,2132,224,2248]
legal-notice [686,924,903,1125]
notice-body: The following person(s) is (are) doing business as: CARS FOR THE STARS AUTO BROKER, 7530 DEERING AVE., CANOGA PARK, CA 91303. Full name of registrant(s) is (are) JUSTIN GROVES, 5565 CANOGA AVE., WOODLAND HILLS, CA 91367. This business is conducted by: A GENERAL PARTNERSHIP. Signed: JUSTIN GROVES. [1139,144,1357,207]
legal-notice [913,1866,1130,2068]
notice-title: FICTITIOUS BUSINESS NAME STATEMENT [1139,332,1304,343]
notice-file-number: File No. 2016-312474 [685,82,761,93]
notice-body: The following person(s) is (are) doing business as: SAMANTHA'S PET CARE, 28160A SLOAN CANYON RD. #14, CASTAIC, CA 91384. Full name of registrant(s) is (are) SAMANTHA SUAREZ, 28160A SLOAN CANYON RD. #14, CASTAIC, CA 91384. This business is conducted by: AN INDIVIDUAL. Signed: SAMANTHA SUAREZ. [1139,775,1357,838]
notice-title: FICTITIOUS BUSINESS NAME STATEMENT [6,165,169,175]
notice-file-number: File No. 2016307486 [1139,1816,1211,1827]
notice-boilerplate: This statement was filed with the County Clerk of Los Angeles County. NOTICE: In accordance with Subdivision (a) of Section 17920, a Fictitious Name Statement generally expires at the end of five (5) years from the date on which it was filed in the office of the County Clerk. A new Fictitious Business Name Statement must be filed prior to that date. The filing of this statement does not of itself authorize the use in this state of a Fictitious Business Name in violation of the rights of another under Federal, State, or common law (See section 14411 et seq. Business and Professions Code). Publish: Mountain Views News Dates Pub: Jan. 07, 14, 21, 28, 2017 [685,1650,904,1766]
notice-boilerplate: This statement was filed with the County Clerk of Los Angeles County. NOTICE: In accordance with Subdivision (a) of Section 17920, a Fictitious Name Statement generally expires at the end of five (5) years from the date on which it was filed in the office of the County Clerk. A new Fictitious Business Name Statement must be filed prior to that date. The filing of this statement does not of itself authorize the use in this state of a Fictitious Business Name in violation of the rights of another under Federal, State, or common law (See section 14411 et seq. Business and Professions Code). Publish: Mountain Views News Dates Pub: Jan. 07, 14, 21, 28, 2017 [685,378,904,494]
notice-body: The following person(s) is (are) doing business as: ROYALTY MOTORS, 310 S. VINCENT AVE. #D, WEST COVINA, CA 91790. Full name of registrant(s) is (are) CHRISTIAN MORENO, 310 S. VINCENT AVE. #D, WEST COVINA, CA 91790. This business is conducted by: AN INDIVIDUAL. Signed: CHRISTIAN MORENO. [459,1555,677,1618]
notice-file-number: File No. 2016-302162 [685,1144,761,1155]
legal-notice [460,1743,677,1955]
notice-title: FICTITIOUS BUSINESS NAME STATEMENT [685,1354,850,1365]
notice-body: The following person(s) is (are) doing business as: H/ RECONSTRUCTION, 13635 ANCHESTER AVE., CHINO HILLS, CA 91709. Full name of registrant(s) is (are) ERIC L. HILL, 13635 ANCHESTER AVE., CHINO HILLS, CA 91709. This business is conducted by: A GENERAL PARTNERSHIP. Signed: ERIC L. HILL. [6,806,224,870]
notice-boilerplate: This statement was filed with the County Clerk of Los Angeles County. NOTICE: In accordance with Subdivision (a) of Section 17920, a Fictitious Name Statement generally expires at the end of five (5) years from the date on which it was filed in the office of the County Clerk. A new Fictitious Business Name Statement must be filed prior to that date. The filing of this statement does not of itself authorize the use in this state of a Fictitious Business Name in violation of the rights of another under Federal, State, or common law (See section 14411 et seq. Business and Professions Code). Publish: Mountain Views News Dates Pub: Jan. 07, 14, 21, 28, 2017 [459,1197,677,1314]
notice-title: FICTITIOUS BUSINESS NAME STATEMENT [913,615,1076,625]
notice-file-number: File No. 2016-308371 [232,304,307,315]
notice-body: The following person(s) is (are) doing business as: PAWSITIVE GROOMING SALON, 1928 PALM AVE., LYNWOOD, CA 90262. Full name of registrant(s) is (are) JAZMIN GISSEL GOMEZ, 3725 RHODES LN., BALDWIN PARK, CA 91706. This business is conducted by: A GENERAL PARTNERSHIP. Signed: JAZMIN GISSEL GOMEZ. [232,1166,450,1229]
notice-body: The following person(s) is (are) doing business as: REHABILITATION SERVICES, 15311 WHITE AVE., COMPTON, CA 90221. Full name of registrant(s) is (are) ISRAEL DE SANTIAGO, 15311 WHITE AVE., COMPTON, CA 90221. This business is conducted by: AN INDIVIDUAL. Signed: ISRAEL DE SANTIAGO. [6,1438,224,1500]
notice-file-number: File No. 2016306237 [1139,975,1211,985]
notice-title: FICTITIOUS BUSINESS NAME STATEMENT [6,1415,169,1426]
notice-file-number: File No. 2016-313445 [232,713,307,724]
legal-notice [6,2046,223,2248]
notice-body: The following person(s) is (are) doing business as: NO CLOCK MONEY, N.C.M., 15539 WOODRUFF AVE. UNIT 17, BELLFLOWER, CA 90706. Full name of registrant(s) is (are) KAMIKO WASHINGTON, 15539 WOODRUFF AVE. UNIT 17, BELLFLOWER, CA 90706. This business is conducted by: A GENERAL PARTNERSHIP. Signed: KAMIKO WASHINGTON. [232,724,450,798]
notice-file-number: File No. 2016-310032 [685,514,761,525]
notice-boilerplate: This statement was filed with the County Clerk of Los Angeles County. NOTICE: In accordance with Subdivision (a) of Section 17920, a Fictitious Name Statement generally expires at the end of five (5) years from the date on which it was filed in the office of the County Clerk. A new Fictitious Business Name Statement must be filed prior to that date. The filing of this statement does not of itself authorize the use in this state of a Fictitious Business Name in violation of the rights of another under Federal, State, or common law (See section 14411 et seq. Business and Professions Code). Publish: Mountain Views News Dates Pub: Jan. 07, 14, 21, 28, 2017 [913,700,1131,816]
notice-file-number: File No. 2016305744 [913,1046,984,1057]
footer-address: 80 W Sierra Madre Blvd. No. 327 Sierra Madre, Ca. 91024 [180,2554,532,2569]
legal-notice [686,282,903,494]
notice-body: The following person(s) is (are) doing business as: PUPPIES AND PIES, 5450 BUSINESS WAY, L.A., CA 90042. Mailing address: POST OFFICE BOX 3561, PASADENA, CA 91031. Full name of registrant(s) is (are) IRENE PONCE, 5450 BUSINESS WAY, L.A., CA 90042. This business is conducted by: AN INDIVIDUAL. Signed: IRENE PONCE. [459,503,677,566]
masthead [0,0,1363,39]
legal-notice [6,575,223,776]
notice-body: The following person(s) has (have) abandoned the use of the fictitious business name: INN AUTO RESTAURANT, 217 E. 64th ST., L.A., CA 90003. The fictitious business name referred to above was filed on 07/11/2016 in the County of Los Angeles. Registrant: GENERAL PARTNERSHIP. Signed: DELBANIO PEREZ. [913,344,1131,408]
notice-title: FICTITIOUS BUSINESS NAME STATEMENT [6,1625,169,1636]
notice-title: FICTITIOUS BUSINESS NAME STATEMENT [459,1743,623,1753]
notice-boilerplate: This statement was filed with the County Clerk of Los Angeles County. NOTICE: In accordance with Subdivision (a) of Section 17920, a Fictitious Name Statement generally expires at the end of five (5) years from the date on which it was filed in the office of the County Clerk. A new Fictitious Business Name Statement must be filed prior to that date. The filing of this statement does not of itself authorize the use in this state of a Fictitious Business Name in violation of the rights of another under Federal, State, or common law (See section 14411 et seq. Business and Professions Code). Publish: Mountain Views News Dates Pub: Jan. 07, 14, 21, 28, 2017 [1139,1890,1357,2006]
notice-title: FICTITIOUS BUSINESS NAME STATEMENT [232,292,396,303]
notice-file-number: File No. 2016305964 [1139,1395,1211,1406]
notice-file-number: File No. 2016-314702 [459,913,533,924]
legal-notice [6,72,223,156]
notice-title: FICTITIOUS BUSINESS NAME STATEMENT [459,481,623,492]
notice-body: The following person(s) is (are) doing business as: LA TORTILLERIA AND BAKERY EQUIPMENT, 1149 W 22nd ST., L.A., CA 90007. Full name of registrant(s) is (are) VICTOR A. HENRIQUEZ, 1149 W 22nd ST., L.A., CA 90007. This business is conducted by: AN INDIVIDUAL. Signed: VICTOR A. HENRIQUEZ. [6,1858,224,1922]
legal-notice [6,375,223,565]
notice-title: FICTITIOUS BUSINESS NAME STATEMENT [685,72,850,81]
legal-notice [6,995,223,1197]
